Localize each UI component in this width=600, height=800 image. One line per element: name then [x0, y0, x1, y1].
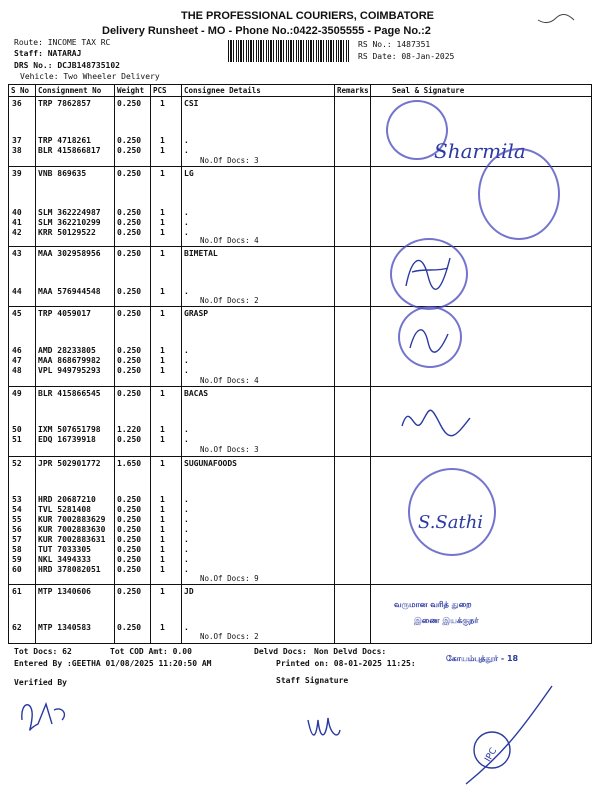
table-row-cn: MTP 1340606: [38, 587, 91, 596]
table-row-wt: 0.250: [117, 287, 142, 296]
total-docs: Tot Docs: 62: [14, 647, 72, 656]
table-row-det: .: [184, 208, 189, 217]
table-row-det: GRASP: [184, 309, 209, 318]
table-row-pcs: 1: [160, 587, 165, 596]
table-row-pcs: 1: [160, 425, 165, 434]
table-row-cn: BLR 415866545: [38, 389, 101, 398]
table-row-det: .: [184, 535, 189, 544]
table-row-det: .: [184, 356, 189, 365]
signature-text: S.Sathi: [418, 512, 484, 533]
table-row-wt: 0.250: [117, 565, 142, 574]
table-row-cn: MTP 1340583: [38, 623, 91, 632]
table-row-sno: 37: [12, 136, 22, 145]
table-row-cn: IXM 507651798: [38, 425, 101, 434]
table-row-pcs: 1: [160, 169, 165, 178]
table-row-pcs: 1: [160, 208, 165, 217]
table-row-sno: 62: [12, 623, 22, 632]
table-row-wt: 0.250: [117, 525, 142, 534]
table-row-cn: BLR 415866817: [38, 146, 101, 155]
table-row-pcs: 1: [160, 505, 165, 514]
table-row-det: .: [184, 623, 189, 632]
table-row-sno: 39: [12, 169, 22, 178]
table-row-sno: 44: [12, 287, 22, 296]
table-row-wt: 0.250: [117, 218, 142, 227]
table-row-det: .: [184, 515, 189, 524]
col-consignment: Consignment No: [38, 86, 102, 95]
corner-scribble: [536, 10, 576, 26]
total-cod-amount: Tot COD Amt: 0.00: [110, 647, 192, 656]
table-row-wt: 1.650: [117, 459, 142, 468]
table-row-det: .: [184, 136, 189, 145]
table-row-cn: VPL 949795293: [38, 366, 101, 375]
table-row-cn: TRP 4059017: [38, 309, 91, 318]
group-doc-count: No.Of Docs: 3: [200, 445, 259, 454]
table-row-cn: KUR 7002883631: [38, 535, 106, 544]
table-row-cn: TUT 7033305: [38, 545, 91, 554]
table-row-wt: 0.250: [117, 435, 142, 444]
table-row-wt: 0.250: [117, 208, 142, 217]
table-row-pcs: 1: [160, 346, 165, 355]
group-doc-count: No.Of Docs: 2: [200, 296, 259, 305]
table-row-cn: KUR 7002883630: [38, 525, 106, 534]
table-row-wt: 0.250: [117, 545, 142, 554]
table-row-det: .: [184, 346, 189, 355]
table-row-pcs: 1: [160, 228, 165, 237]
table-row-det: .: [184, 495, 189, 504]
table-row-wt: 0.250: [117, 495, 142, 504]
table-row-cn: HRD 378082051: [38, 565, 101, 574]
table-row-pcs: 1: [160, 545, 165, 554]
tamil-stamp-line1: வருமான வரித் துறை: [394, 600, 472, 609]
table-row-pcs: 1: [160, 565, 165, 574]
signature-scribble: [398, 246, 458, 296]
table-row-wt: 0.250: [117, 555, 142, 564]
table-row-wt: 1.220: [117, 425, 142, 434]
group-doc-count: No.Of Docs: 3: [200, 156, 259, 165]
table-row-sno: 52: [12, 459, 22, 468]
table-row-det: JD: [184, 587, 194, 596]
table-row-cn: KRR 50129522: [38, 228, 96, 237]
table-row-sno: 57: [12, 535, 22, 544]
table-row-cn: SLM 362224987: [38, 208, 101, 217]
col-sno: S No: [11, 86, 30, 95]
table-row-det: .: [184, 218, 189, 227]
table-row-det: .: [184, 366, 189, 375]
table-row-cn: AMD 28233805: [38, 346, 96, 355]
group-doc-count: No.Of Docs: 4: [200, 236, 259, 245]
table-row-wt: 0.250: [117, 505, 142, 514]
drs-number: DRS No.: DCJB148735102: [14, 61, 120, 70]
table-row-sno: 41: [12, 218, 22, 227]
table-row-pcs: 1: [160, 146, 165, 155]
table-row-sno: 61: [12, 587, 22, 596]
signature-scribble: [404, 318, 454, 358]
table-row-det: .: [184, 425, 189, 434]
table-row-det: .: [184, 505, 189, 514]
staff-label: Staff: NATARAJ: [14, 49, 82, 58]
table-row-sno: 38: [12, 146, 22, 155]
table-row-sno: 43: [12, 249, 22, 258]
table-row-det: BIMETAL: [184, 249, 218, 258]
table-row-pcs: 1: [160, 366, 165, 375]
table-row-wt: 0.250: [117, 346, 142, 355]
col-seal-signature: Seal & Signature: [392, 86, 465, 95]
table-row-det: .: [184, 146, 189, 155]
table-row-pcs: 1: [160, 99, 165, 108]
table-row-sno: 59: [12, 555, 22, 564]
table-row-wt: 0.250: [117, 309, 142, 318]
table-row-wt: 0.250: [117, 389, 142, 398]
table-row-sno: 53: [12, 495, 22, 504]
table-row-pcs: 1: [160, 249, 165, 258]
table-row-sno: 45: [12, 309, 22, 318]
table-row-pcs: 1: [160, 287, 165, 296]
table-row-wt: 0.250: [117, 136, 142, 145]
signature-text: Sharmila: [434, 139, 526, 163]
seal-stamp: [478, 148, 560, 240]
rs-number: RS No.: 1487351: [358, 40, 431, 49]
table-row-cn: SLM 362210299: [38, 218, 101, 227]
table-row-sno: 56: [12, 525, 22, 534]
table-row-sno: 36: [12, 99, 22, 108]
table-row-pcs: 1: [160, 525, 165, 534]
entered-by: Entered By :GEETHA 01/08/2025 11:20:50 AM: [14, 659, 212, 668]
table-row-cn: JPR 502901772: [38, 459, 101, 468]
table-row-pcs: 1: [160, 309, 165, 318]
table-row-cn: TRP 7862857: [38, 99, 91, 108]
signature-scribble: [412, 500, 542, 540]
barcode: [228, 40, 350, 62]
table-row-sno: 49: [12, 389, 22, 398]
table-row-cn: TVL 5281408: [38, 505, 91, 514]
table-row-pcs: 1: [160, 356, 165, 365]
table-row-wt: 0.250: [117, 99, 142, 108]
staff-signature-label: Staff Signature: [276, 676, 349, 685]
group-doc-count: No.Of Docs: 4: [200, 376, 259, 385]
table-row-cn: VNB 869635: [38, 169, 87, 178]
table-row-wt: 0.250: [117, 623, 142, 632]
table-row-det: .: [184, 565, 189, 574]
signature-scribble: [396, 396, 476, 444]
table-row-sno: 55: [12, 515, 22, 524]
non-delivered-docs: Non Delvd Docs:: [314, 647, 387, 656]
table-row-wt: 0.250: [117, 587, 142, 596]
table-row-pcs: 1: [160, 459, 165, 468]
table-row-wt: 0.250: [117, 249, 142, 258]
col-consignee-details: Consignee Details: [184, 86, 261, 95]
tamil-stamp-line2: இணை இயக்குநர்: [414, 616, 479, 625]
table-row-pcs: 1: [160, 136, 165, 145]
table-row-cn: MAA 576944548: [38, 287, 101, 296]
table-row-pcs: 1: [160, 495, 165, 504]
table-row-det: SUGUNAFOODS: [184, 459, 237, 468]
table-row-det: .: [184, 555, 189, 564]
table-row-sno: 60: [12, 565, 22, 574]
table-row-det: CSI: [184, 99, 199, 108]
col-weight: Weight: [117, 86, 145, 95]
table-row-sno: 47: [12, 356, 22, 365]
table-row-sno: 54: [12, 505, 22, 514]
table-row-wt: 0.250: [117, 356, 142, 365]
table-row-pcs: 1: [160, 389, 165, 398]
table-row-cn: HRD 20687210: [38, 495, 96, 504]
table-row-cn: TRP 4718261: [38, 136, 91, 145]
table-row-pcs: 1: [160, 435, 165, 444]
company-title: THE PROFESSIONAL COURIERS, COIMBATORE: [181, 10, 435, 22]
table-row-cn: MAA 868679982: [38, 356, 101, 365]
table-row-det: .: [184, 228, 189, 237]
table-row-sno: 58: [12, 545, 22, 554]
runsheet-subtitle: Delivery Runsheet - MO - Phone No.:0422-3505555 - Page No.:2: [102, 25, 431, 37]
table-row-cn: EDQ 16739918: [38, 435, 96, 444]
table-row-wt: 0.250: [117, 515, 142, 524]
table-row-sno: 42: [12, 228, 22, 237]
table-row-det: LG: [184, 169, 194, 178]
verified-by-label: Verified By: [14, 678, 67, 687]
table-row-cn: MAA 302958956: [38, 249, 101, 258]
table-row-wt: 0.250: [117, 535, 142, 544]
group-doc-count: No.Of Docs: 9: [200, 574, 259, 583]
ipc-mark-text: IPC: [483, 746, 500, 764]
printed-on: Printed on: 08-01-2025 11:25:: [276, 659, 416, 668]
delivered-docs: Delvd Docs:: [254, 647, 307, 656]
table-row-sno: 40: [12, 208, 22, 217]
tamil-stamp-line3: கோயம்புத்தூர் - 18: [446, 654, 519, 663]
group-doc-count: No.Of Docs: 2: [200, 632, 259, 641]
col-pcs: PCS: [153, 86, 167, 95]
verifier-signature: [16, 690, 76, 736]
rs-date: RS Date: 08-Jan-2025: [358, 52, 455, 61]
staff-signature: [304, 700, 344, 750]
table-row-pcs: 1: [160, 623, 165, 632]
table-row-pcs: 1: [160, 218, 165, 227]
table-row-cn: NKL 3494333: [38, 555, 91, 564]
table-row-wt: 0.250: [117, 228, 142, 237]
ipc-stamp-signature: [448, 680, 558, 790]
table-row-det: BACAS: [184, 389, 209, 398]
table-row-wt: 0.250: [117, 366, 142, 375]
col-remarks: Remarks: [337, 86, 369, 95]
table-row-pcs: 1: [160, 515, 165, 524]
table-row-pcs: 1: [160, 535, 165, 544]
table-row-sno: 51: [12, 435, 22, 444]
table-row-cn: KUR 7002883629: [38, 515, 106, 524]
table-row-sno: 46: [12, 346, 22, 355]
route-label: Route: INCOME TAX RC: [14, 38, 111, 47]
vehicle-label: Vehicle: Two Wheeler Delivery: [20, 72, 160, 81]
table-row-wt: 0.250: [117, 169, 142, 178]
table-row-wt: 0.250: [117, 146, 142, 155]
table-row-det: .: [184, 545, 189, 554]
table-row-sno: 48: [12, 366, 22, 375]
table-row-det: .: [184, 435, 189, 444]
table-row-det: .: [184, 287, 189, 296]
table-row-sno: 50: [12, 425, 22, 434]
table-row-det: .: [184, 525, 189, 534]
table-row-pcs: 1: [160, 555, 165, 564]
